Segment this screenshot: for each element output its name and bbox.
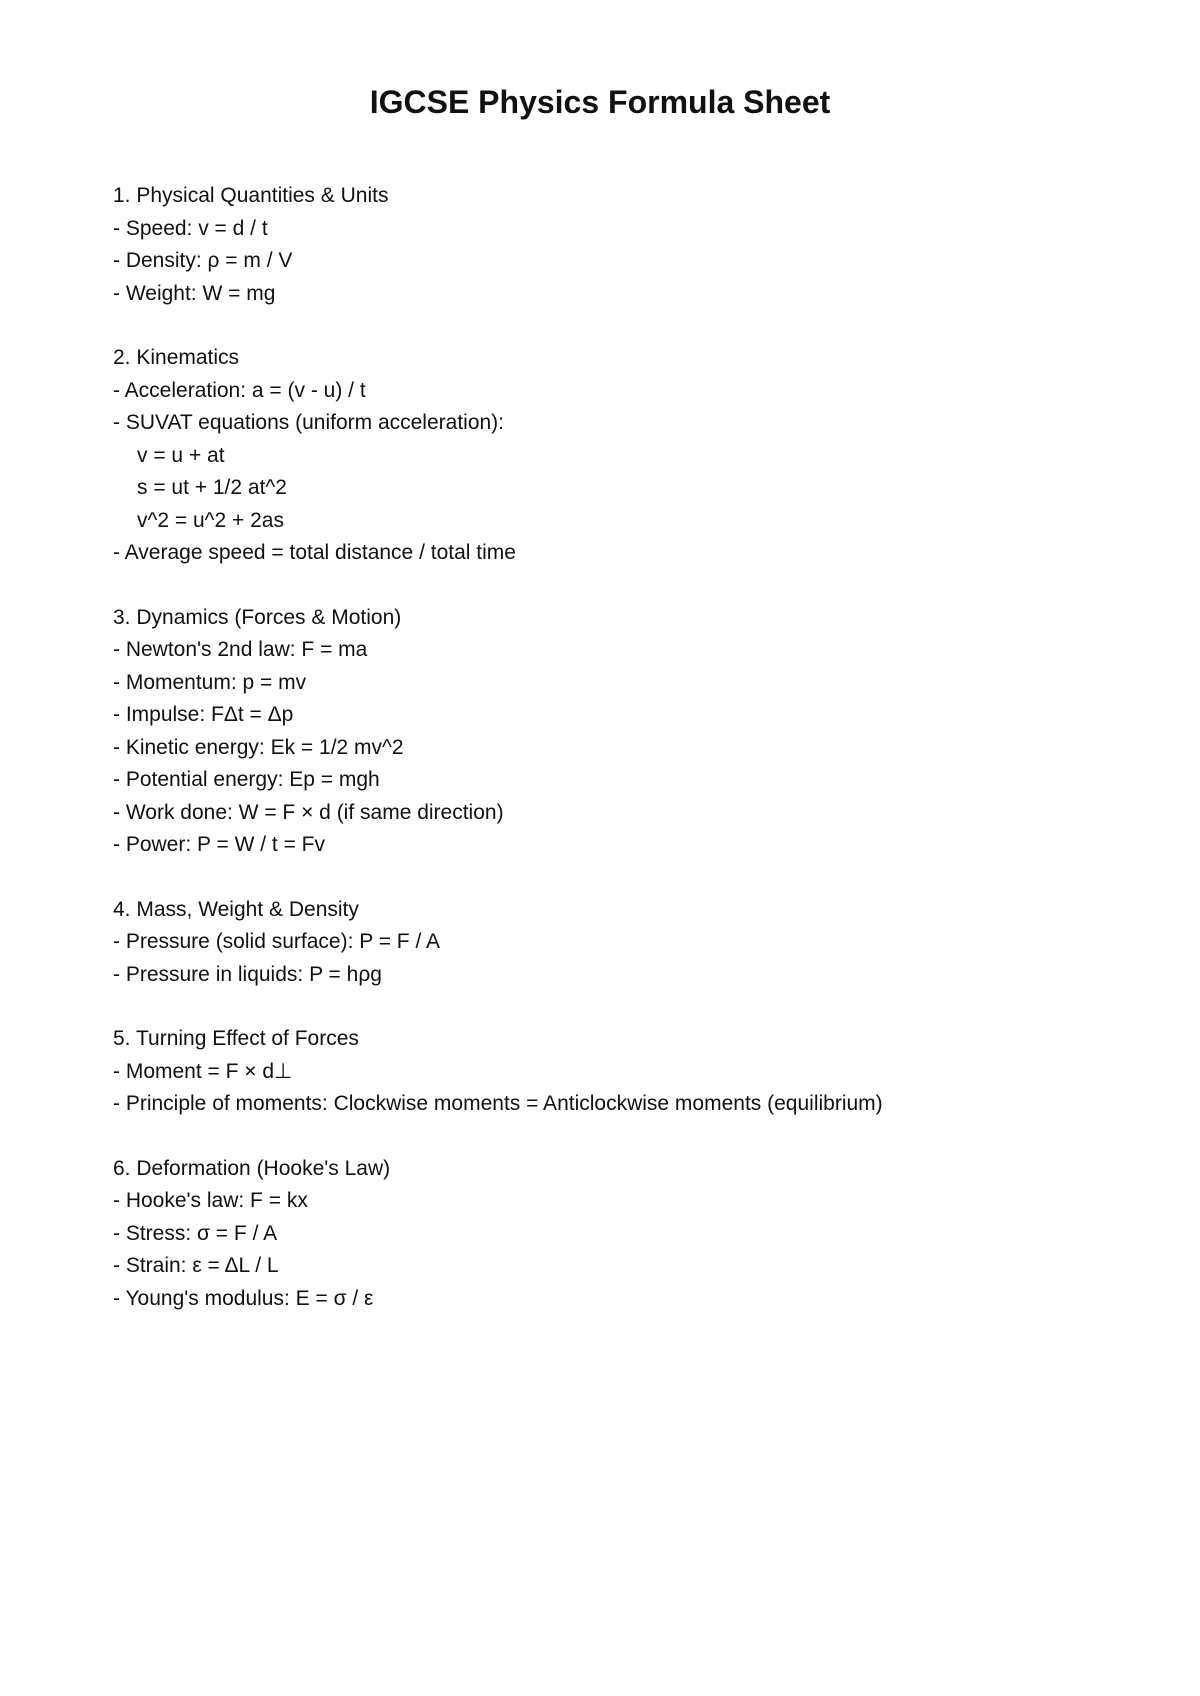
section-kinematics xyxy=(113,342,1113,570)
section-heading: 3. Dynamics (Forces & Motion) xyxy=(113,605,402,629)
formula-pressure-solid: - Pressure (solid surface): P = F / A xyxy=(113,930,440,953)
section-deformation xyxy=(113,1153,1113,1316)
formula-stress: - Stress: σ = F / A xyxy=(113,1221,278,1245)
suvat-equation-1: v = u + at xyxy=(137,443,225,467)
formula-pressure-liquid: - Pressure in liquids: P = hρg xyxy=(113,962,382,986)
section-heading: 5. Turning Effect of Forces xyxy=(113,1027,359,1050)
suvat-heading: - SUVAT equations (uniform acceleration): xyxy=(113,411,505,434)
formula-strain: - Strain: ε = ΔL / L xyxy=(113,1254,279,1277)
formula-weight: - Weight: W = mg xyxy=(113,281,276,305)
section-heading: 2. Kinematics xyxy=(113,346,240,369)
section-heading: 1. Physical Quantities & Units xyxy=(113,184,389,207)
formula-density: - Density: ρ = m / V xyxy=(113,249,293,272)
suvat-equation-3: v^2 = u^2 + 2as xyxy=(137,508,284,532)
formula-impulse: - Impulse: FΔt = Δp xyxy=(113,703,294,726)
formula-potential-energy: - Potential energy: Ep = mgh xyxy=(113,768,380,791)
formula-power: - Power: P = W / t = Fv xyxy=(113,833,325,856)
formula-acceleration: - Acceleration: a = (v - u) / t xyxy=(113,378,366,402)
formula-hookes-law: - Hooke's law: F = kx xyxy=(113,1189,308,1212)
page-title: IGCSE Physics Formula Sheet xyxy=(369,84,831,120)
formula-youngs-modulus: - Young's modulus: E = σ / ε xyxy=(113,1286,374,1310)
formula-speed: - Speed: v = d / t xyxy=(113,216,268,240)
formula-moment: - Moment = F × d⊥ xyxy=(113,1059,293,1083)
section-dynamics xyxy=(113,602,1113,862)
formula-principle-of-moments: - Principle of moments: Clockwise moments = Anticlockwise moments (equilibrium) xyxy=(113,1092,883,1115)
formula-momentum: - Momentum: p = mv xyxy=(113,670,307,694)
formula-content xyxy=(113,180,1113,1347)
formula-work-done: - Work done: W = F × d (if same direction) xyxy=(113,800,504,824)
section-mass-weight-density xyxy=(113,894,1113,992)
section-heading: 4. Mass, Weight & Density xyxy=(113,897,359,921)
section-physical-quantities xyxy=(113,180,1113,310)
formula-kinetic-energy: - Kinetic energy: Ek = 1/2 mv^2 xyxy=(113,735,404,759)
formula-average-speed: - Average speed = total distance / total time xyxy=(113,541,516,564)
suvat-equation-2: s = ut + 1/2 at^2 xyxy=(137,476,287,499)
section-heading: 6. Deformation (Hooke's Law) xyxy=(113,1156,391,1180)
section-turning-effect xyxy=(113,1023,1113,1121)
formula-newtons-second-law: - Newton's 2nd law: F = ma xyxy=(113,638,368,661)
